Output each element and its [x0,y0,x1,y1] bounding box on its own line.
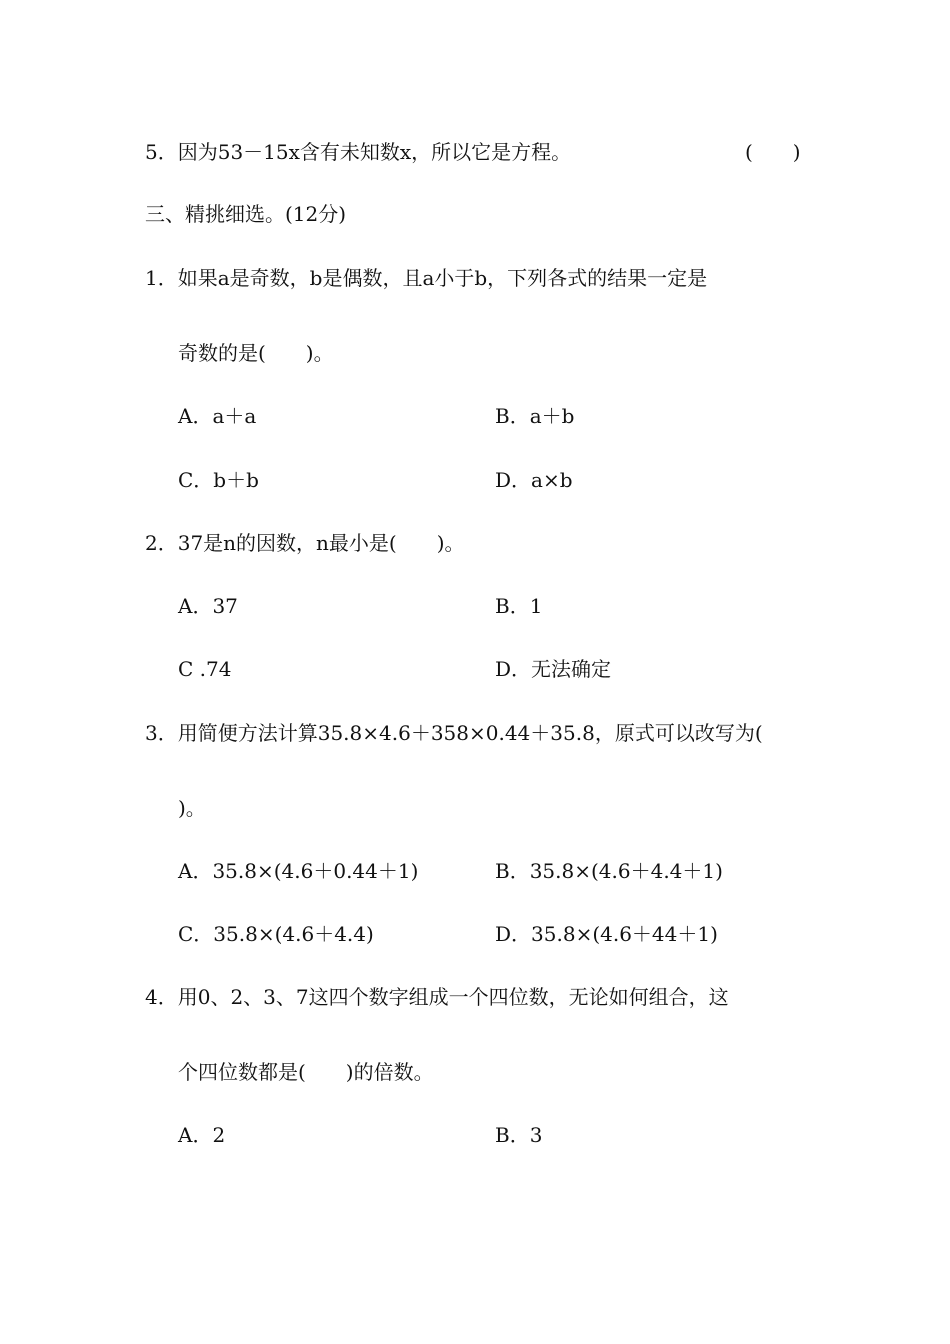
tf-item-5: 5．因为53－15x含有未知数x，所以它是方程。 [145,140,572,164]
q2-line1: 2．37是n的因数，n最小是( )。 [145,531,465,555]
q3-option-c: C．35.8×(4.6＋4.4) [178,922,374,946]
section-3-title: 三、精挑细选。(12分) [145,202,347,226]
q4-line2: 个四位数都是( )的倍数。 [178,1060,434,1084]
q3-option-b: B．35.8×(4.6＋4.4＋1) [495,859,723,883]
q3-option-d: D．35.8×(4.6＋44＋1) [495,922,718,946]
q1-option-d: D．a×b [495,468,573,492]
answer-bracket: ( ) [745,140,801,164]
q4-option-a: A．2 [178,1123,226,1147]
q3-line2: )。 [178,796,206,820]
q4-option-b: B．3 [495,1123,543,1147]
q3-line1: 3．用简便方法计算35.8×4.6＋358×0.44＋35.8，原式可以改写为( [145,721,763,745]
q2-option-d: D．无法确定 [495,657,612,681]
q2-option-b: B．1 [495,594,543,618]
q1-option-c: C．b＋b [178,468,259,492]
q1-line1: 1．如果a是奇数，b是偶数，且a小于b，下列各式的结果一定是 [145,266,708,290]
q4-line1: 4．用0、2、3、7这四个数字组成一个四位数，无论如何组合，这 [145,985,729,1009]
q2-option-c: C .74 [178,657,232,681]
q3-option-a: A．35.8×(4.6＋0.44＋1) [178,859,419,883]
q1-option-a: A．a＋a [178,404,257,428]
q2-option-a: A．37 [178,594,238,618]
q1-option-b: B．a＋b [495,404,575,428]
q1-line2: 奇数的是( )。 [178,341,334,365]
